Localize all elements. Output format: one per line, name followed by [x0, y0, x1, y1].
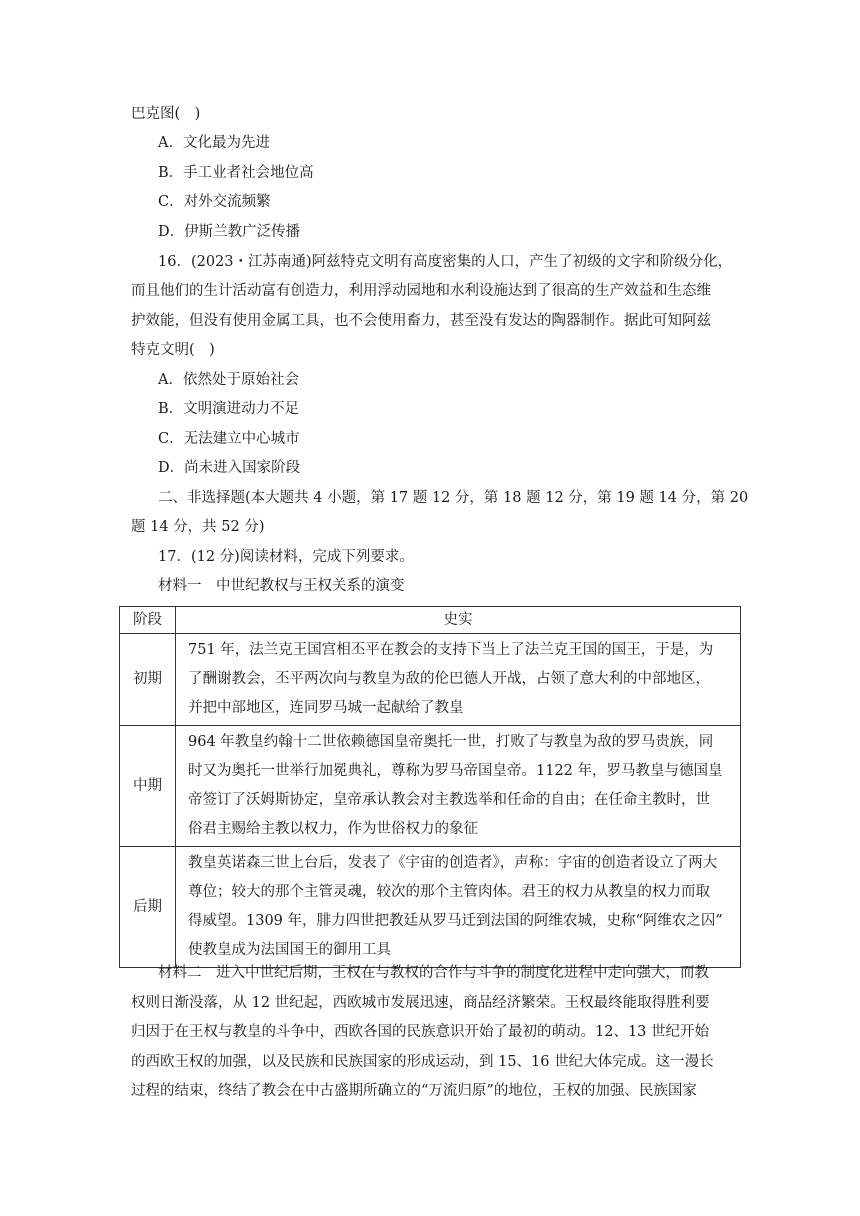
history-table: [119, 606, 741, 968]
material1-title: 材料一 中世纪教权与王权关系的演变: [158, 578, 405, 594]
table-row: [120, 847, 741, 968]
q16-stem-line: 特克文明( ): [131, 342, 215, 358]
material2-line: 权则日渐没落，从 12 世纪起，西欧城市发展迅速，商品经济繁荣。王权最终能取得胜利要: [131, 995, 710, 1011]
fact-cell: [176, 847, 741, 968]
header-stage: 阶段: [120, 607, 176, 634]
q16-stem-line: 而且他们的生计活动富有创造力，利用浮动园地和水利设施达到了很高的生产效益和生态维: [131, 283, 711, 299]
fact-line: 了酬谢教会，丕平两次向与教皇为敌的伦巴德人开战，占领了意大利的中部地区，: [188, 671, 710, 687]
header-fact: 史实: [176, 607, 741, 634]
stage-cell: 中期: [120, 726, 176, 847]
material2-line: 材料二 进入中世纪后期，王权在与教权的合作与斗争的制度化进程中走向强大，而教: [158, 965, 709, 981]
fact-line: 964 年教皇约翰十二世依赖德国皇帝奥托一世，打败了与教皇为敌的罗马贵族，同: [188, 734, 714, 750]
q16-option-b: B．文明演进动力不足: [158, 401, 300, 417]
q16-option-d: D．尚未进入国家阶段: [158, 460, 301, 476]
q16-option-c: C．无法建立中心城市: [158, 431, 300, 447]
table-row: [120, 634, 741, 726]
q15-option-b: B．手工业者社会地位高: [158, 165, 314, 181]
table-row: [120, 726, 741, 847]
q15-stem-tail: 巴克图( ): [131, 106, 201, 122]
q16-stem-line: 16．(2023・江苏南通)阿兹特克文明有高度密集的人口，产生了初级的文字和阶级分化，: [158, 254, 733, 270]
section-heading-line: 二、非选择题(本大题共 4 小题，第 17 题 12 分，第 18 题 12 分，第 19 题 14 分，第 20: [158, 490, 749, 506]
q15-option-a: A．文化最为先进: [158, 135, 270, 151]
material2-line: 过程的结束，终结了教会在中古盛期所确立的“万流归原”的地位，王权的加强、民族国家: [131, 1083, 697, 1099]
q16-option-a: A．依然处于原始社会: [158, 372, 299, 388]
material2-line: 的西欧王权的加强，以及民族和民族国家的形成运动，到 15、16 世纪大体完成。这一漫长: [131, 1054, 714, 1070]
q15-option-d: D．伊斯兰教广泛传播: [158, 224, 301, 240]
fact-line: 使教皇成为法国国王的御用工具: [188, 942, 391, 958]
fact-line: 教皇英诺森三世上台后，发表了《宇宙的创造者》，声称：宇宙的创造者设立了两大: [188, 855, 718, 871]
fact-line: 俗君主赐给主教以权力，作为世俗权力的象征: [188, 821, 478, 837]
fact-line: 并把中部地区，连同罗马城一起献给了教皇: [188, 700, 464, 716]
table-header-row: [120, 607, 741, 634]
fact-line: 时又为奥托一世举行加冕典礼，尊称为罗马帝国皇帝。1122 年，罗马教皇与德国皇: [188, 763, 723, 779]
q16-stem-line: 护效能，但没有使用金属工具，也不会使用畜力，甚至没有发达的陶器制作。据此可知阿兹: [131, 313, 711, 329]
q15-option-c: C．对外交流频繁: [158, 194, 271, 210]
section-heading-line: 题 14 分，共 52 分): [131, 519, 265, 535]
fact-line: 尊位；较大的那个主管灵魂，较次的那个主管肉体。君王的权力从教皇的权力而取: [188, 884, 710, 900]
material2-line: 归因于在王权与教皇的斗争中，西欧各国的民族意识开始了最初的萌动。12、13 世纪开始: [131, 1024, 710, 1040]
fact-line: 帝签订了沃姆斯协定，皇帝承认教会对主教选举和任命的自由；在任命主教时，世: [188, 792, 710, 808]
stage-cell: 初期: [120, 634, 176, 726]
stage-cell: 后期: [120, 847, 176, 968]
q17-intro: 17．(12 分)阅读材料，完成下列要求。: [158, 549, 414, 565]
fact-cell: [176, 726, 741, 847]
fact-line: 751 年，法兰克王国宫相丕平在教会的支持下当上了法兰克王国的国王，于是，为: [188, 642, 714, 658]
fact-line: 得威望。1309 年，腓力四世把教廷从罗马迁到法国的阿维农城，史称“阿维农之囚”: [188, 913, 723, 929]
fact-cell: [176, 634, 741, 726]
